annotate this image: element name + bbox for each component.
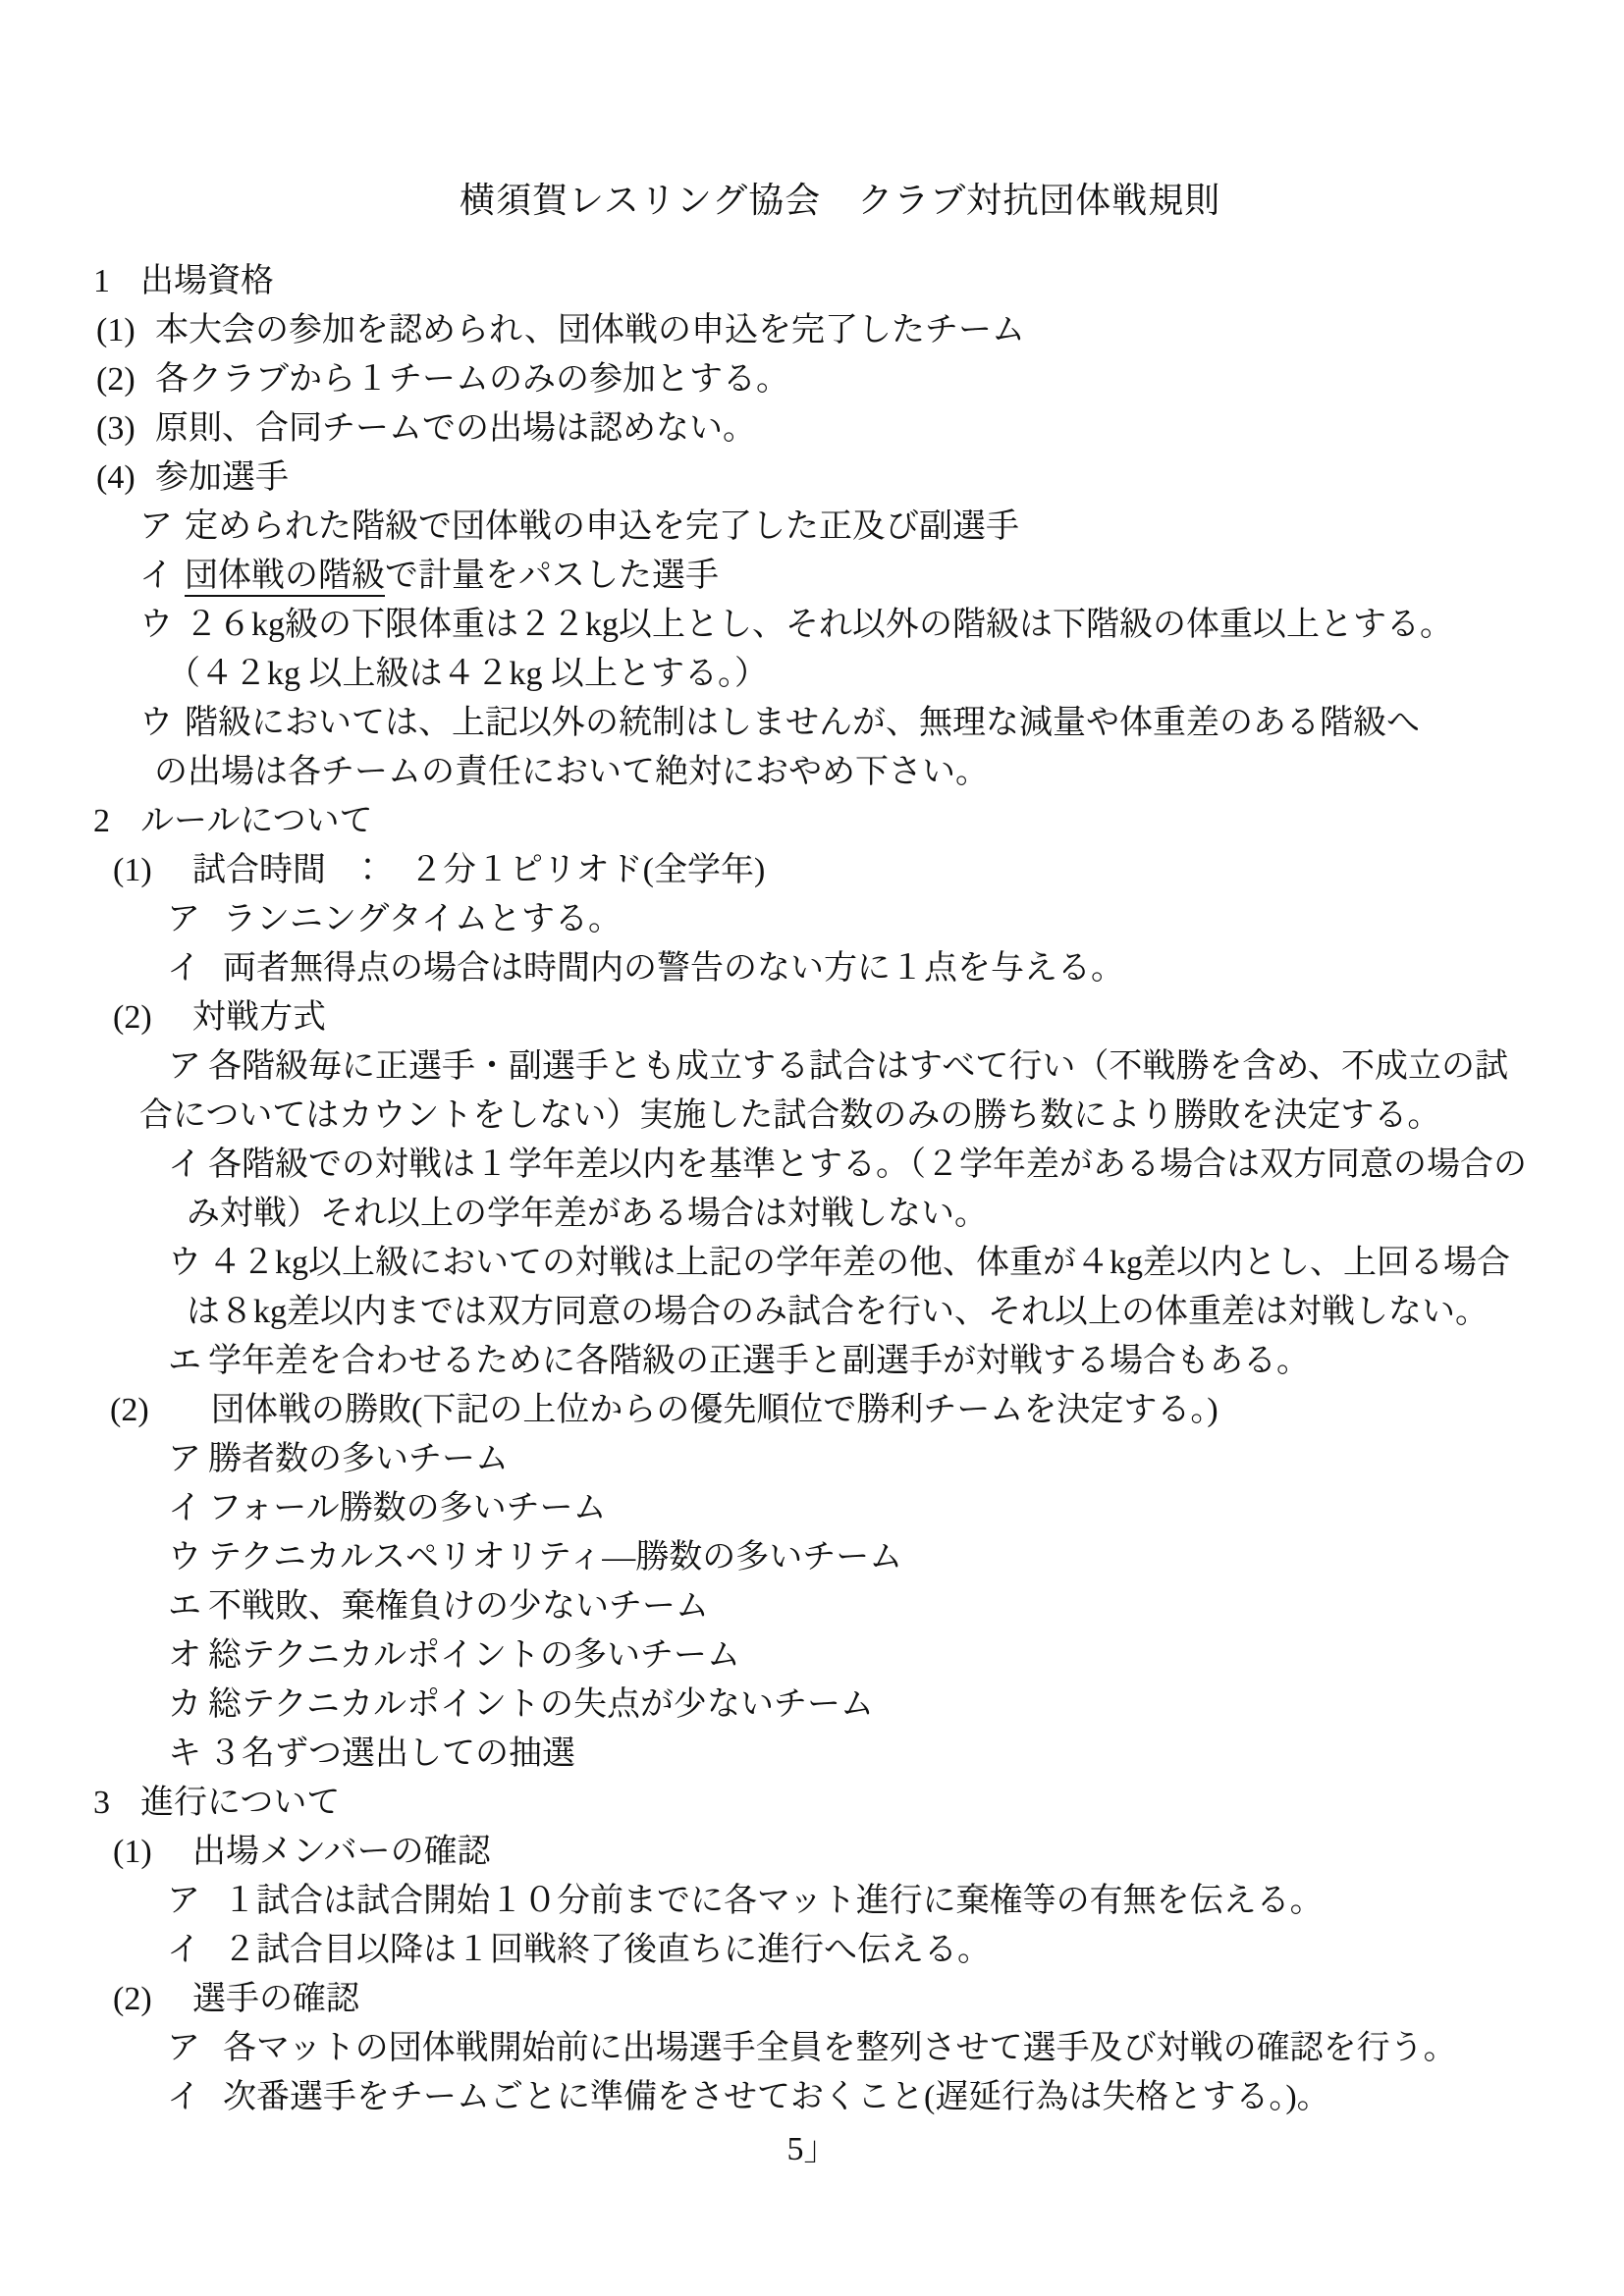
item-label: (1) xyxy=(113,1834,152,1870)
item-text: 階級においては、上記以外の統制はしませんが、無理な減量や体重差のある階級へ xyxy=(185,705,1420,741)
item-label: 1 xyxy=(93,263,110,299)
item-text: 各クラブから１チームのみの参加とする。 xyxy=(155,361,789,398)
doc-line-continuation xyxy=(0,650,1624,699)
item-text: 原則、合同チームでの出場は認めない。 xyxy=(155,410,756,447)
doc-line xyxy=(0,306,1624,355)
item-text: （４２kg 以上級は４２kg 以上とする。） xyxy=(167,656,768,692)
doc-line xyxy=(0,895,1624,944)
doc-line xyxy=(0,355,1624,404)
doc-line xyxy=(0,846,1624,895)
item-label: ウ xyxy=(139,607,173,643)
doc-line xyxy=(0,1141,1624,1190)
item-label: (4) xyxy=(96,459,135,496)
item-label: (2) xyxy=(113,1981,152,2017)
doc-line-continuation xyxy=(0,748,1624,797)
underlined-text: 団体戦の階級 xyxy=(185,558,385,597)
item-label: ア xyxy=(167,901,200,937)
doc-line-section-2 xyxy=(0,797,1624,846)
item-text: み対戦）それ以上の学年差がある場合は対戦しない。 xyxy=(187,1196,988,1232)
doc-line xyxy=(0,2024,1624,2073)
item-text: 団体戦の勝敗(下記の上位からの優先順位で勝利チームを決定する。) xyxy=(211,1392,1218,1428)
doc-line xyxy=(0,1239,1624,1288)
item-text: 進行について xyxy=(140,1785,341,1821)
doc-line xyxy=(0,454,1624,503)
item-label: ア xyxy=(168,1048,201,1085)
item-text: 参加選手 xyxy=(155,459,289,496)
doc-line xyxy=(0,1435,1624,1484)
doc-line xyxy=(0,1877,1624,1926)
document-body xyxy=(0,257,1624,2122)
item-text: 本大会の参加を認められ、団体戦の申込を完了したチーム xyxy=(155,312,1026,348)
item-label: エ xyxy=(168,1588,201,1625)
doc-line-section-1 xyxy=(0,257,1624,306)
item-label: (1) xyxy=(96,312,135,348)
item-text: 各マットの団体戦開始前に出場選手全員を整列させて選手及び対戦の確認を行う。 xyxy=(223,2030,1457,2066)
item-text: 合についてはカウントをしない）実施した試合数のみの勝ち数により勝敗を決定する。 xyxy=(139,1097,1441,1134)
item-label: イ xyxy=(167,2079,200,2115)
item-text: 両者無得点の場合は時間内の警告のない方に１点を与える。 xyxy=(223,950,1124,987)
doc-line xyxy=(0,2073,1624,2122)
item-text: 試合時間 ： ２分１ピリオド(全学年) xyxy=(192,852,766,888)
doc-line xyxy=(0,1681,1624,1730)
item-text: 勝者数の多いチーム xyxy=(208,1441,509,1477)
doc-line xyxy=(0,503,1624,552)
doc-line-continuation xyxy=(0,1288,1624,1337)
doc-line xyxy=(0,1484,1624,1533)
item-label: カ xyxy=(168,1686,201,1723)
item-label: イ xyxy=(168,1490,201,1526)
item-label: 3 xyxy=(93,1785,110,1821)
doc-line xyxy=(0,404,1624,454)
item-text: 不戦敗、棄権負けの少ないチーム xyxy=(208,1588,709,1625)
item-text: テクニカルスペリオリティ―勝数の多いチーム xyxy=(208,1539,903,1575)
doc-line xyxy=(0,1730,1624,1779)
item-label: イ xyxy=(167,950,200,987)
item-label: オ xyxy=(168,1637,201,1674)
item-text: の出場は各チームの責任において絶対におやめ下さい。 xyxy=(154,754,989,790)
item-text: 選手の確認 xyxy=(192,1981,359,2017)
doc-line xyxy=(0,944,1624,993)
item-text: 総テクニカルポイントの多いチーム xyxy=(208,1637,740,1674)
item-label: キ xyxy=(168,1735,201,1772)
doc-line xyxy=(0,1042,1624,1092)
item-text: 各階級での対戦は１学年差以内を基準とする。（２学年差がある場合は双方同意の場合の xyxy=(208,1147,1527,1183)
item-text: 出場メンバーの確認 xyxy=(192,1834,491,1870)
item-label: (2) xyxy=(113,999,152,1036)
doc-line-section-3 xyxy=(0,1779,1624,1828)
doc-line xyxy=(0,1386,1624,1435)
item-text: ３名ずつ選出しての抽選 xyxy=(208,1735,575,1772)
item-text: ランニングタイムとする。 xyxy=(223,901,622,937)
item-label: ウ xyxy=(168,1539,201,1575)
item-label: (3) xyxy=(96,410,135,447)
item-label: イ xyxy=(167,1932,200,1968)
item-text: 定められた階級で団体戦の申込を完了した正及び副選手 xyxy=(185,508,1019,545)
item-text: 対戦方式 xyxy=(192,999,326,1036)
doc-line xyxy=(0,699,1624,748)
item-label: 2 xyxy=(93,803,110,839)
doc-line xyxy=(0,552,1624,601)
doc-line-continuation xyxy=(0,1190,1624,1239)
item-text: 学年差を合わせるために各階級の正選手と副選手が対戦する場合もある。 xyxy=(208,1343,1310,1379)
doc-line xyxy=(0,1533,1624,1582)
page-number: 5」 xyxy=(786,2131,838,2167)
item-label: (2) xyxy=(110,1392,149,1428)
item-label: ア xyxy=(167,2030,200,2066)
item-text: ルールについて xyxy=(140,803,373,839)
doc-line xyxy=(0,1337,1624,1386)
item-text: 次番選手をチームごとに準備をさせておくこと(遅延行為は失格とする。)。 xyxy=(223,2079,1330,2115)
item-label: (1) xyxy=(113,852,152,888)
item-label: (2) xyxy=(96,361,135,398)
item-label: ア xyxy=(167,1883,200,1919)
page-title: 横須賀レスリング協会 クラブ対抗団体戦規則 xyxy=(460,181,1221,220)
doc-line xyxy=(0,1631,1624,1681)
doc-line xyxy=(0,1828,1624,1877)
doc-line xyxy=(0,1975,1624,2024)
doc-line xyxy=(0,1926,1624,1975)
item-text: ２６kg級の下限体重は２２kg以上とし、それ以外の階級は下階級の体重以上とする。 xyxy=(185,607,1453,643)
item-label: イ xyxy=(139,558,173,594)
doc-line xyxy=(0,601,1624,650)
item-label: ウ xyxy=(139,705,173,741)
item-text: 出場資格 xyxy=(140,263,274,299)
item-text: は８kg差以内までは双方同意の場合のみ試合を行い、それ以上の体重差は対戦しない。 xyxy=(187,1294,1489,1330)
item-label: イ xyxy=(168,1147,201,1183)
item-text: 総テクニカルポイントの失点が少ないチーム xyxy=(208,1686,874,1723)
item-text: ４２kg以上級においての対戦は上記の学年差の他、体重が４kg差以内とし、上回る場合 xyxy=(208,1245,1510,1281)
item-label: ウ xyxy=(168,1245,201,1281)
item-text: フォール勝数の多いチーム xyxy=(208,1490,607,1526)
doc-line xyxy=(0,1582,1624,1631)
doc-line xyxy=(0,993,1624,1042)
doc-line-continuation xyxy=(0,1092,1624,1141)
item-label: ア xyxy=(139,508,173,545)
item-label: エ xyxy=(168,1343,201,1379)
item-text: 各階級毎に正選手・副選手とも成立する試合はすべて行い（不戦勝を含め、不成立の試 xyxy=(208,1048,1508,1085)
item-text-rest: で計量をパスした選手 xyxy=(385,558,719,594)
item-text: １試合は試合開始１０分前までに各マット進行に棄権等の有無を伝える。 xyxy=(223,1883,1324,1919)
item-label: ア xyxy=(168,1441,201,1477)
item-text: ２試合目以降は１回戦終了後直ちに進行へ伝える。 xyxy=(223,1932,991,1968)
item-text xyxy=(185,552,719,601)
